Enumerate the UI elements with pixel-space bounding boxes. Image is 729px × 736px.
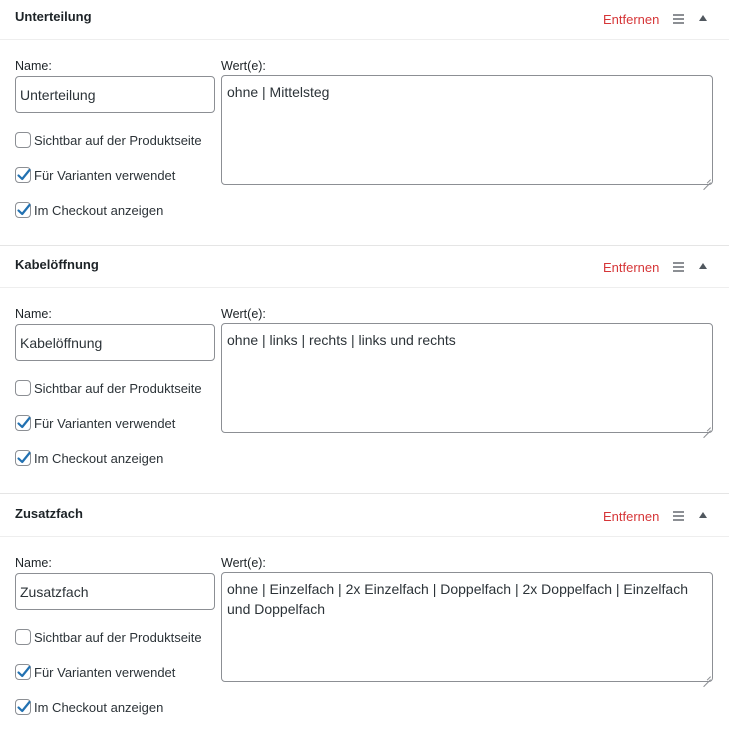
checkout-checkbox-label: Im Checkout anzeigen xyxy=(34,700,164,715)
variations-checkbox-label: Für Varianten verwendet xyxy=(34,168,176,183)
checkout-checkbox-label: Im Checkout anzeigen xyxy=(34,203,164,218)
resize-grip-icon[interactable] xyxy=(703,423,711,431)
name-label: Name: xyxy=(15,556,52,570)
values-label: Wert(e): xyxy=(221,59,266,73)
checkmark-icon xyxy=(15,449,33,467)
attribute-title: Kabelöffnung xyxy=(15,257,99,272)
divider xyxy=(0,245,729,246)
name-label: Name: xyxy=(15,307,52,321)
attribute-values-textarea[interactable] xyxy=(221,323,713,433)
checkmark-icon xyxy=(15,698,33,716)
attribute-panel-kabeloeffnung xyxy=(0,248,729,494)
attribute-header[interactable] xyxy=(0,0,729,40)
checkmark-icon xyxy=(15,166,33,184)
triangle-up-icon[interactable] xyxy=(699,512,707,518)
resize-grip-icon[interactable] xyxy=(703,672,711,680)
attribute-title: Unterteilung xyxy=(15,9,92,24)
menu-lines-icon[interactable] xyxy=(673,262,685,272)
attribute-values-textarea[interactable] xyxy=(221,572,713,682)
attribute-panel-zusatzfach xyxy=(0,497,729,736)
visible-checkbox-label: Sichtbar auf der Produktseite xyxy=(34,381,202,396)
checkout-checkbox[interactable] xyxy=(15,202,31,218)
attribute-title: Zusatzfach xyxy=(15,506,83,521)
remove-link[interactable]: Entfernen xyxy=(603,260,660,275)
attribute-panel-unterteilung xyxy=(0,0,729,246)
variations-checkbox[interactable] xyxy=(15,664,31,680)
values-label: Wert(e): xyxy=(221,556,266,570)
checkout-checkbox[interactable] xyxy=(15,699,31,715)
attribute-header[interactable] xyxy=(0,248,729,288)
checkmark-icon xyxy=(15,663,33,681)
visible-checkbox-label: Sichtbar auf der Produktseite xyxy=(34,133,202,148)
checkmark-icon xyxy=(15,201,33,219)
checkmark-icon xyxy=(15,414,33,432)
variations-checkbox-label: Für Varianten verwendet xyxy=(34,416,176,431)
attribute-values-textarea[interactable] xyxy=(221,75,713,185)
remove-link[interactable]: Entfernen xyxy=(603,509,660,524)
variations-checkbox[interactable] xyxy=(15,415,31,431)
attribute-name-input[interactable] xyxy=(15,573,215,610)
checkout-checkbox[interactable] xyxy=(15,450,31,466)
triangle-up-icon[interactable] xyxy=(699,15,707,21)
resize-grip-icon[interactable] xyxy=(703,175,711,183)
values-label: Wert(e): xyxy=(221,307,266,321)
remove-link[interactable]: Entfernen xyxy=(603,12,660,27)
visible-checkbox-label: Sichtbar auf der Produktseite xyxy=(34,630,202,645)
variations-checkbox[interactable] xyxy=(15,167,31,183)
attribute-header[interactable] xyxy=(0,497,729,537)
visible-checkbox[interactable] xyxy=(15,629,31,645)
attribute-name-input[interactable] xyxy=(15,76,215,113)
variations-checkbox-label: Für Varianten verwendet xyxy=(34,665,176,680)
divider xyxy=(0,493,729,494)
triangle-up-icon[interactable] xyxy=(699,263,707,269)
menu-lines-icon[interactable] xyxy=(673,14,685,24)
attribute-name-input[interactable] xyxy=(15,324,215,361)
name-label: Name: xyxy=(15,59,52,73)
menu-lines-icon[interactable] xyxy=(673,511,685,521)
checkout-checkbox-label: Im Checkout anzeigen xyxy=(34,451,164,466)
visible-checkbox[interactable] xyxy=(15,132,31,148)
visible-checkbox[interactable] xyxy=(15,380,31,396)
